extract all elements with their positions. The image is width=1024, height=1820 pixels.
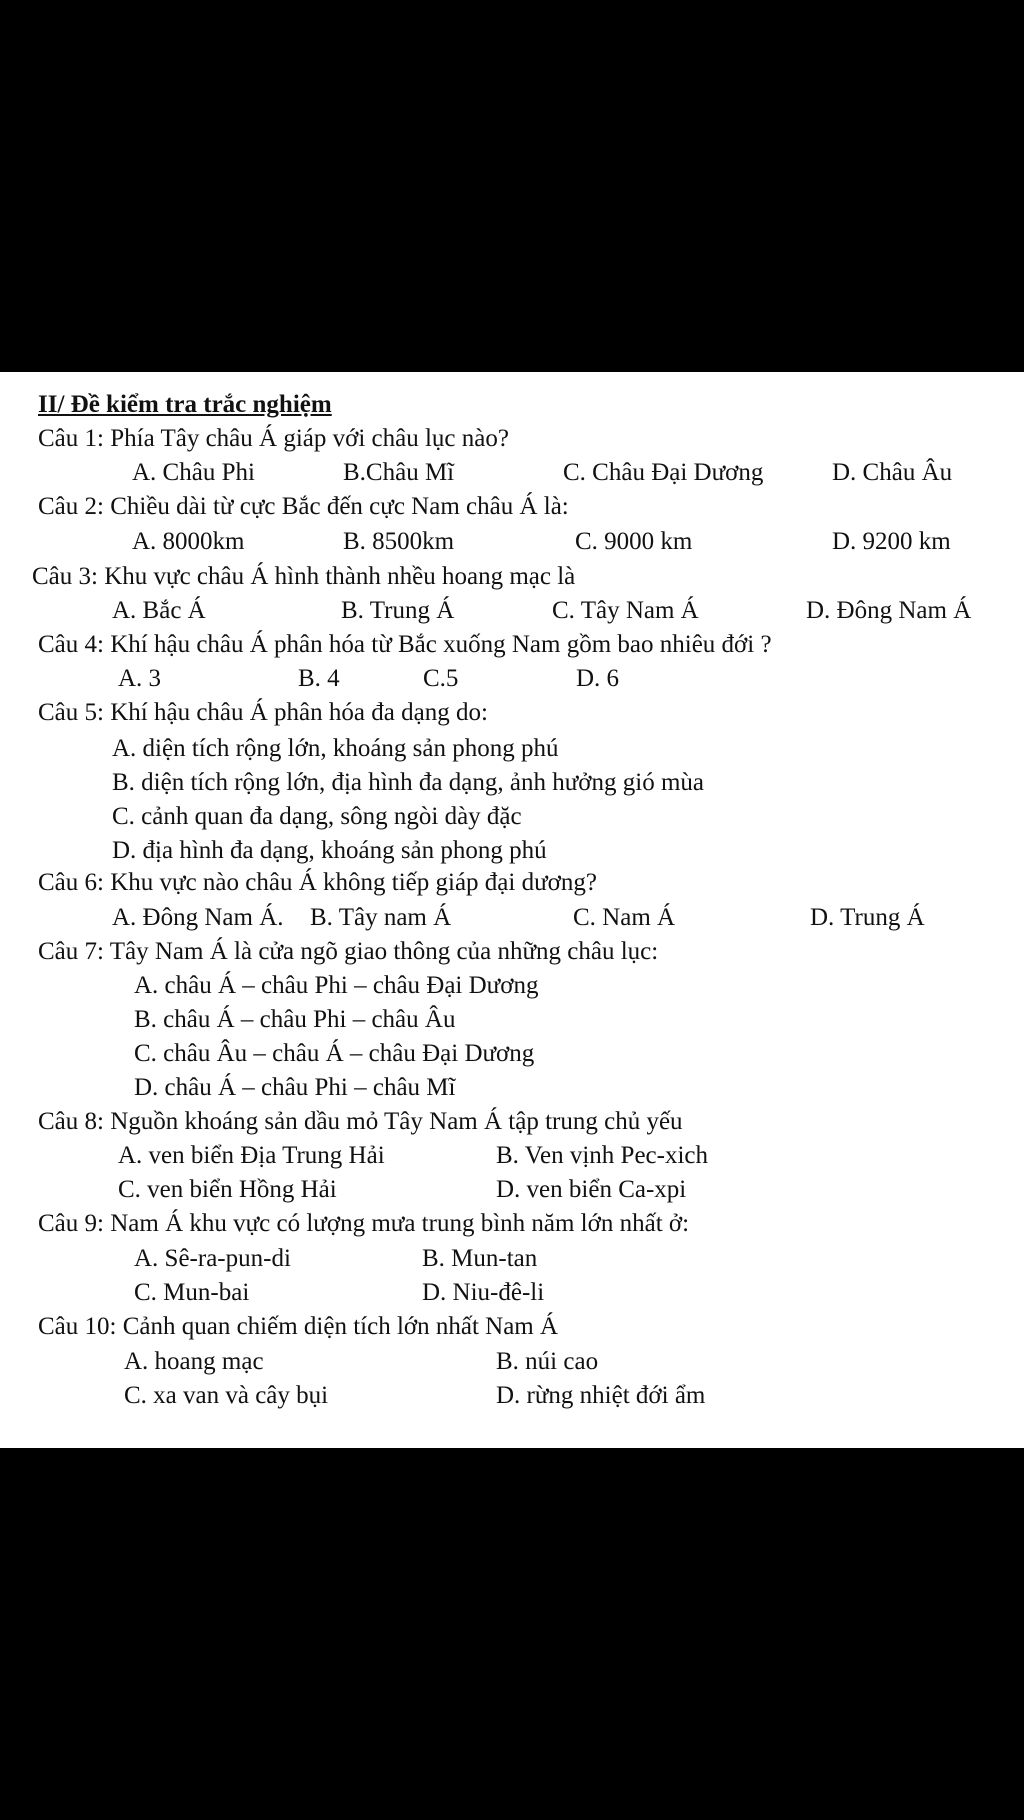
question-5: Câu 5: Khí hậu châu Á phân hóa đa dạng do: <box>38 699 488 726</box>
q8-option-b: B. Ven vịnh Pec-xich <box>496 1142 709 1169</box>
question-7: Câu 7: Tây Nam Á là cửa ngõ giao thông của những châu lục: <box>38 938 659 965</box>
q3-option-a: A. Bắc Á <box>112 597 206 624</box>
q3-option-b: B. Trung Á <box>341 597 455 624</box>
q6-option-d: D. Trung Á <box>810 904 925 931</box>
q5-option-c: C. cảnh quan đa dạng, sông ngòi dày đặc <box>112 803 522 830</box>
q3-option-c: C. Tây Nam Á <box>552 597 699 624</box>
q9-option-c: C. Mun-bai <box>134 1279 250 1306</box>
q1-option-a: A. Châu Phi <box>132 459 255 486</box>
q6-option-c: C. Nam Á <box>573 904 676 931</box>
q10-option-a: A. hoang mạc <box>124 1348 264 1375</box>
question-10: Câu 10: Cảnh quan chiếm diện tích lớn nhất Nam Á <box>38 1313 559 1340</box>
q8-option-c: C. ven biển Hồng Hải <box>118 1176 337 1203</box>
q5-option-a: A. diện tích rộng lớn, khoáng sản phong phú <box>112 735 559 762</box>
q1-option-b: B.Châu Mĩ <box>343 459 455 486</box>
q2-option-b: B. 8500km <box>343 528 455 555</box>
q7-option-c: C. châu Âu – châu Á – châu Đại Dương <box>134 1040 535 1067</box>
question-6: Câu 6: Khu vực nào châu Á không tiếp giáp đại dương? <box>38 869 597 896</box>
q7-option-d: D. châu Á – châu Phi – châu Mĩ <box>134 1074 456 1101</box>
q9-option-b: B. Mun-tan <box>422 1245 538 1272</box>
q5-option-b: B. diện tích rộng lớn, địa hình đa dạng, ảnh hưởng gió mùa <box>112 769 704 796</box>
q7-option-b: B. châu Á – châu Phi – châu Âu <box>134 1006 456 1033</box>
q9-option-a: A. Sê-ra-pun-di <box>134 1245 291 1272</box>
q4-option-a: A. 3 <box>118 665 162 692</box>
q4-option-d: D. 6 <box>576 665 620 692</box>
q7-option-a: A. châu Á – châu Phi – châu Đại Dương <box>134 972 539 999</box>
q8-option-d: D. ven biển Ca-xpi <box>496 1176 687 1203</box>
q4-option-b: B. 4 <box>298 665 340 692</box>
q3-option-d: D. Đông Nam Á <box>806 597 972 624</box>
question-1: Câu 1: Phía Tây châu Á giáp với châu lục nào? <box>38 425 509 452</box>
q4-option-c: C.5 <box>423 665 459 692</box>
question-9: Câu 9: Nam Á khu vực có lượng mưa trung bình năm lớn nhất ở: <box>38 1210 690 1237</box>
q2-option-d: D. 9200 km <box>832 528 951 555</box>
q5-option-d: D. địa hình đa dạng, khoáng sản phong phú <box>112 837 547 864</box>
question-8: Câu 8: Nguồn khoáng sản dầu mỏ Tây Nam Á tập trung chủ yếu <box>38 1108 683 1135</box>
question-4: Câu 4: Khí hậu châu Á phân hóa từ Bắc xuống Nam gồm bao nhiêu đới ? <box>38 631 772 658</box>
q1-option-c: C. Châu Đại Dương <box>563 459 764 486</box>
question-3: Câu 3: Khu vực châu Á hình thành nhều hoang mạc là <box>32 563 576 590</box>
question-2: Câu 2: Chiều dài từ cực Bắc đến cực Nam châu Á là: <box>38 493 569 520</box>
q6-option-a: A. Đông Nam Á. <box>112 904 284 931</box>
q8-option-a: A. ven biển Địa Trung Hải <box>118 1142 385 1169</box>
quiz-page <box>0 372 1024 1448</box>
section-title: II/ Đề kiểm tra trắc nghiệm <box>38 391 332 418</box>
q6-option-b: B. Tây nam Á <box>310 904 452 931</box>
q9-option-d: D. Niu-đê-li <box>422 1279 545 1306</box>
q1-option-d: D. Châu Âu <box>832 459 953 486</box>
q10-option-b: B. núi cao <box>496 1348 599 1375</box>
q2-option-c: C. 9000 km <box>575 528 693 555</box>
q10-option-d: D. rừng nhiệt đới ẩm <box>496 1382 706 1409</box>
q10-option-c: C. xa van và cây bụi <box>124 1382 329 1409</box>
q2-option-a: A. 8000km <box>132 528 245 555</box>
